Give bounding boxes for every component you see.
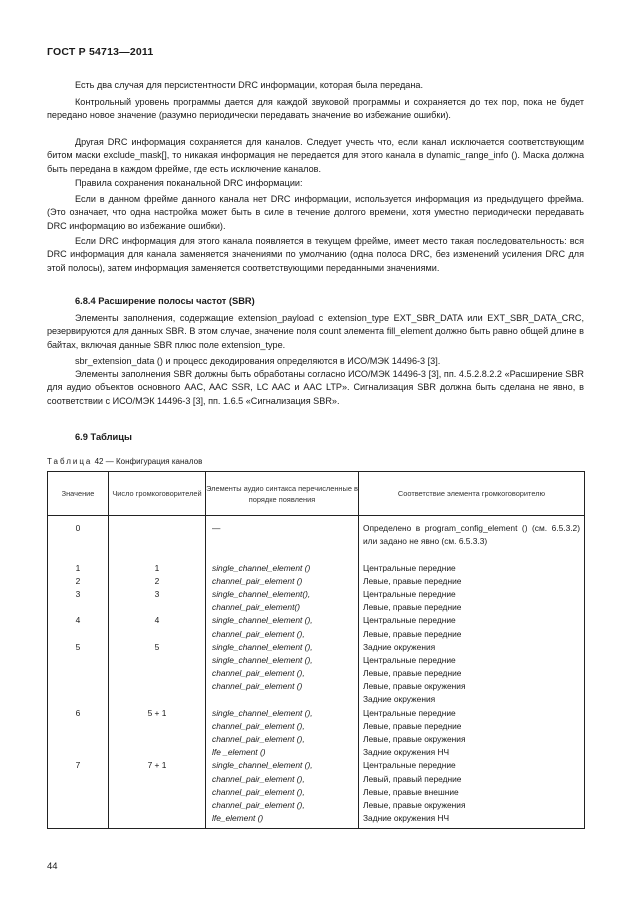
paragraph: Элементы заполнения SBR должны быть обработаны согласно ИСО/МЭК 14496-3 [3], пп. 4.5.2.8.2.2 «Расширение SBR для аудио объектов основного AAC, AAC SSR, LC AAC и AAC LTP». Сигнализация SBR должна быть сделана не явно, в соответствии с ИСО/МЭК 14496-3 [3], пп. 1.6.5 «Сигнализация SBR».	[47, 369, 584, 406]
document-code: ГОСТ Р 54713—2011	[47, 46, 154, 58]
header-value: Значение	[48, 472, 109, 516]
channel-configuration-table	[47, 471, 585, 829]
page-number: 44	[47, 861, 58, 872]
table-caption-label: Таблица	[47, 457, 93, 466]
header-elements: Элементы аудио синтакса перечисленные в порядке появления	[206, 472, 359, 516]
table-caption-text: 42 — Конфигурация каналов	[94, 457, 203, 466]
paragraph: Если в данном фрейме данного канала нет DRC информации, используется информация из предыдущего фрейма. (Это означает, что одна настройка может быть в силе в течение долгого времени, хотя уместно периодически передавать DRC информацию во избежание ошибки).	[47, 194, 584, 231]
header-mapping: Соответствие элемента громкоговорителю	[359, 472, 585, 516]
paragraph: Правила сохранения поканальной DRC информации:	[75, 178, 303, 188]
paragraph: Если DRC информация для этого канала появляется в текущем фрейме, имеет место такая последовательность: вся DRC информация для канала заменяется значениями по умолчанию (одна полоса DRC, без изменений усиления DRC для этой полосы), затем информация заменяется соответствующими переданными значениями.	[47, 236, 584, 273]
paragraph: Другая DRC информация сохраняется для каналов. Следует учесть что, если канал исключается соответствующим битом маски exclude_mask[], то никакая информация не передается для этого канала в dynamic_range_info (). Маска должна быть передана в каждом фрейме, где есть исключение каналов.	[47, 137, 584, 174]
value-cell: 0 1 2 3 4 5 6 7	[48, 516, 109, 829]
elements-cell: — single_channel_element () channel_pair_element () single_channel_element(), channel_pair_element() single_channel_element (), channel_pair_element (), single_channel_element (), single_channel_element (), channel_pair_element (), channel_pair_element () single_channel_element (), channel_pair_element (), channel_pair_element (), lfe _element () single_channel_element (), channel_pair_element (), channel_pair_element (), channel_pair_element (), lfe_element ()	[206, 516, 359, 829]
paragraph: Есть два случая для персистентности DRC информации, которая была передана.	[75, 80, 423, 90]
header-speakers: Число громкоговорителей	[109, 472, 206, 516]
paragraph: Элементы заполнения, содержащие extension_payload с extension_type EXT_SBR_DATA или EXT_SBR_DATA_CRC, резервируются для данных SBR. В этом случае, значение поля count элемента fill_element должно быть равно общей длине в байтах, включая данные SBR плюс поле extension_type.	[47, 313, 584, 350]
section-heading: 6.8.4 Расширение полосы частот (SBR)	[75, 296, 255, 306]
paragraph: Контрольный уровень программы дается для каждой звуковой программы и сохраняется до тех пор, пока не будет передано новое значение (разумно периодически передавать значение во избежание ошибки).	[47, 97, 584, 121]
table-row	[48, 516, 585, 829]
section-heading: 6.9 Таблицы	[75, 432, 132, 442]
paragraph: sbr_extension_data () и процесс декодирования определяются в ИСО/МЭК 14496-3 [3].	[75, 356, 441, 366]
speakers-cell: 1 2 3 4 5 5 + 1 7 + 1	[109, 516, 206, 829]
table-caption	[47, 457, 202, 466]
mapping-cell: Определено в program_config_element () (см. 6.5.3.2) или задано не явно (см. 6.5.3.3) Центральные передние Левые, правые передние Центральные передние Левые, правые передние Центральные передние Левые, правые передние Задние окружения Центральные передние Левые, правые передние Левые, правые окружения Задние окружения Центральные передние Левые, правые передние Левые, правые окружения Задние окружения НЧ Центральные передние Левый, правый передние Левые, правые внешние Левые, правые окружения Задние окружения НЧ	[359, 516, 585, 829]
